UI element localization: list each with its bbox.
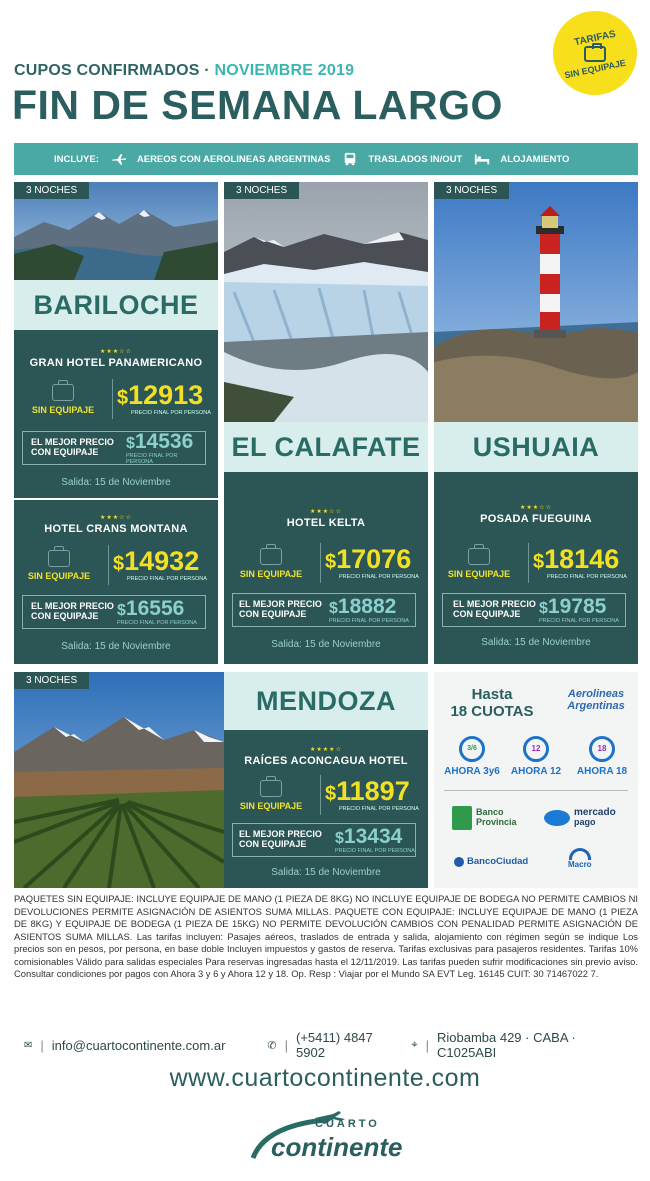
price-eq-value: 19785 [547,595,607,618]
hotel-stars: ★★★☆☆ [520,505,552,511]
con-equipaje-box: EL MEJOR PRECIO CON EQUIPAJE $16556 PRECIO FINAL POR PERSONA [22,595,206,629]
price-note: PRECIO FINAL POR PERSONA [131,410,211,416]
banco-ciudad-icon [454,857,464,867]
hotel-name: HOTEL CRANS MONTANA [44,523,188,535]
bus-icon [342,152,358,166]
con-equipaje-box: EL MEJOR PRECIO CON EQUIPAJE $18882 PRECIO FINAL POR PERSONA [232,593,416,627]
suitcase-icon [52,384,74,401]
price-eq-value: 13434 [343,825,403,848]
con-equipaje-label: EL MEJOR PRECIO CON EQUIPAJE [453,599,536,619]
con-equipaje-label: EL MEJOR PRECIO CON EQUIPAJE [31,437,114,457]
email-link[interactable]: info@cuartocontinente.com.ar [51,1037,226,1053]
airplane-icon [111,152,127,166]
price-value: 18146 [544,544,620,574]
suitcase-icon [468,548,490,565]
suitcase-icon [260,548,282,565]
ahora-icon: 18 [589,736,615,762]
banco-ciudad-logo: BancoCiudad [454,856,528,867]
suitcase-icon [584,46,606,62]
bariloche-hotel-card-1 [14,330,218,498]
bariloche-photo [14,182,218,280]
noches-badge: 3 NOCHES [14,672,89,689]
sin-equipaje-block [226,548,316,579]
bed-icon [474,152,490,166]
badge-top-text: TARIFAS [573,28,617,48]
mendoza-hotel-card [224,730,428,888]
hotel-name: GRAN HOTEL PANAMERICANO [29,357,203,369]
page-title: FIN DE SEMANA LARGO [12,82,503,128]
salida-text: Salida: 15 de Noviembre [61,477,171,488]
calafate-hotel-card [224,472,428,664]
sin-equipaje-block [18,384,108,415]
macro-icon [569,848,591,860]
sin-equipaje-label: SIN EQUIPAJE [31,404,95,415]
address-text: Riobamba 429 · CABA · C1025ABI [436,1030,576,1060]
header-subtitle-a: CUPOS CONFIRMADOS · [14,62,215,79]
noches-badge: 3 NOCHES [14,182,89,199]
calafate-title: EL CALAFATE [224,422,428,472]
mendoza-title: MENDOZA [224,672,428,730]
bariloche-hotel-card-2 [14,500,218,664]
email-icon: ✉ [24,1039,33,1051]
suitcase-icon [48,550,70,567]
con-equipaje-label: EL MEJOR PRECIO CON EQUIPAJE [239,829,322,849]
ushuaia-title: USHUAIA [434,422,638,472]
con-equipaje-box: EL MEJOR PRECIO CON EQUIPAJE $14536 PRECIO FINAL POR PERSONA [22,431,206,465]
mendoza-photo [14,672,224,888]
legal-text: PAQUETES SIN EQUIPAJE: INCLUYE EQUIPAJE DE MANO (1 PIEZA DE 8KG) NO INCLUYE EQUIPAJE DE BODEGA NO PERMITE CAMBIOS NI DEVOLUCIONES PERMITE ASIGNACIÓN DE ASIENTOS SUMA MILLAS. PAQUETE CON EQUIPAJE: INCLUYE EQUIPAJE DE MANO (1 PIEZA DE 8KG) Y EQUIPAJE DE BODEGA (1 PIEZA DE 15KG) NO PERMITE DEVOLUCIÓN CAMBIOS CON PENALIDAD PERMITE ASIGNACIÓN DE ASIENTOS SUMA MILLAS. Las tarifas incluyen: Pasajes aéreos, traslados de entrada y salida, alojamiento con régimen según se indique Los precios son en pesos, por persona, en base doble Incluyen impuestos y gastos de reserva. Tarifas exclusivas para pasajeros residentes. Tarifas 10% comisionables Válido para salidas especiales Para reservas ingresadas hasta el 12/11/2019. Las tarifas pueden sufrir modificaciones sin previo aviso. Consultar condiciones por pagos con Ahora 3 y 6 y Ahora 12 y 18. Op. Resp : Viajar por el Mundo SA EVT Leg. 16145 CUIT: 30 71467022 7. [14,893,638,979]
location-pin-icon: ⌖ [411,1038,418,1051]
con-equipaje-label: EL MEJOR PRECIO CON EQUIPAJE [239,599,322,619]
contact-bar: ✉ | info@cuartocontinente.com.ar ✆ | (+5411) 4847 5902 ⌖ | Riobamba 429 · CABA · C1025ABI [24,1030,624,1060]
logo-top-text: CUARTO [315,1118,380,1130]
noches-badge: 3 NOCHES [434,182,509,199]
aerolineas-logo: Aerolineas Argentinas [567,688,625,713]
hotel-stars: ★★★☆☆ [100,349,132,355]
ahora-3y6-logo: 3/6 AHORA 3y6 [440,736,504,777]
ahora-18-logo: 18 AHORA 18 [570,736,634,777]
hotel-name: RAÍCES ACONCAGUA HOTEL [244,755,408,767]
sin-equipaje-label: SIN EQUIPAJE [27,570,91,581]
price-eq-value: 18882 [337,595,397,618]
hotel-name: HOTEL KELTA [286,517,366,529]
noches-badge: 3 NOCHES [224,182,299,199]
hotel-stars: ★★★★☆ [310,747,342,753]
ahora-12-logo: 12 AHORA 12 [504,736,568,777]
price-eq-value: 14536 [134,430,194,453]
hasta-label: Hasta [471,686,513,703]
header-subtitle-month: NOVIEMBRE 2019 [214,62,355,79]
ushuaia-photo [434,182,638,422]
price-block: $17076 PRECIO FINAL POR PERSONA [325,544,419,580]
ahora-icon: 12 [523,736,549,762]
mercado-pago-logo: mercado pago [544,808,616,827]
include-item-alojamiento: ALOJAMIENTO [500,153,570,165]
ushuaia-hotel-card [434,472,638,664]
tarifas-badge [553,11,637,95]
calafate-photo [224,182,428,422]
price-block: $11897 PRECIO FINAL POR PERSONA [325,776,419,812]
payment-panel [434,672,638,888]
con-equipaje-label: EL MEJOR PRECIO CON EQUIPAJE [31,601,114,621]
price-block: $18146 PRECIO FINAL POR PERSONA [533,544,627,580]
cuarto-continente-logo [245,1108,405,1168]
salida-text: Salida: 15 de Noviembre [271,639,381,650]
price-value: 11897 [336,776,410,806]
includes-bar [14,143,638,175]
bariloche-title: BARILOCHE [14,280,218,330]
include-item-aereos: AEREOS CON AEROLINEAS ARGENTINAS [136,153,331,165]
header-subtitle [14,62,354,80]
sin-equipaje-block [226,780,316,811]
con-equipaje-box: EL MEJOR PRECIO CON EQUIPAJE $13434 PRECIO FINAL POR PERSONA [232,823,416,857]
website-link[interactable]: www.cuartocontinente.com [169,1064,481,1092]
sin-equipaje-label: SIN EQUIPAJE [239,800,303,811]
phone-icon: ✆ [267,1039,277,1052]
price-value: 17076 [336,544,412,574]
sin-equipaje-block [14,550,104,581]
hotel-name: POSADA FUEGUINA [480,513,592,525]
con-equipaje-box: EL MEJOR PRECIO CON EQUIPAJE $19785 PRECIO FINAL POR PERSONA [442,593,626,627]
price-block: $14932 PRECIO FINAL POR PERSONA [113,546,207,582]
price-eq-value: 16556 [125,597,185,620]
price-value: 14932 [124,546,200,576]
logo-bottom-text: continente [271,1132,403,1162]
suitcase-icon [260,780,282,797]
phone-link[interactable]: (+5411) 4847 5902 [296,1030,373,1060]
handshake-icon [544,810,570,826]
include-item-traslados: TRASLADOS IN/OUT [368,153,463,165]
salida-text: Salida: 15 de Noviembre [481,637,591,648]
cuotas-label: 18 CUOTAS [450,703,534,720]
hotel-stars: ★★★☆☆ [100,515,132,521]
macro-logo: Macro [568,848,592,869]
banco-provincia-icon [452,806,472,830]
banco-provincia-logo: Banco Provincia [452,806,517,830]
badge-bottom-text: SIN EQUIPAJE [563,57,627,80]
price-block: $12913 PRECIO FINAL POR PERSONA [117,380,211,416]
includes-label: INCLUYE: [54,153,99,165]
ahora-icon: 3/6 [459,736,485,762]
sin-equipaje-label: SIN EQUIPAJE [447,568,511,579]
sin-equipaje-label: SIN EQUIPAJE [239,568,303,579]
salida-text: Salida: 15 de Noviembre [61,641,171,652]
salida-text: Salida: 15 de Noviembre [271,867,381,878]
sin-equipaje-block [434,548,524,579]
price-value: 12913 [128,380,204,410]
hotel-stars: ★★★☆☆ [310,509,342,515]
